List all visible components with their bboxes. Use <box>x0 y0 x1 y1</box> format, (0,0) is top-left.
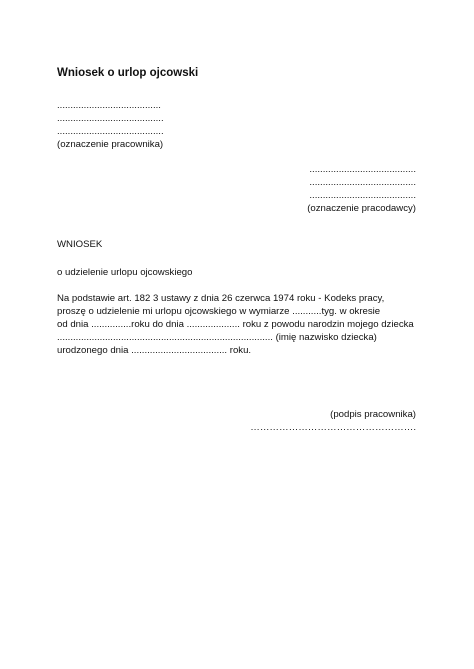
request-subheading: o udzielenie urlopu ojcowskiego <box>57 267 193 278</box>
signature-block <box>250 408 416 434</box>
signature-dotted-line: ……………………………………………. <box>250 422 416 433</box>
body-line-2: proszę o udzielenie mi urlopu ojcowskiego w wymiarze ...........tyg. w okresie <box>57 306 381 317</box>
employer-designation-block <box>307 163 416 215</box>
document-title: Wniosek o urlop ojcowski <box>57 67 199 79</box>
employee-designation-block <box>57 99 164 151</box>
employee-dotted-line-3: ........................................ <box>57 126 164 137</box>
body-line-1: Na podstawie art. 182 3 ustawy z dnia 26 czerwca 1974 roku - Kodeks pracy, <box>57 293 385 304</box>
body-line-5: urodzonego dnia .................................... roku. <box>57 345 252 356</box>
employer-dotted-line-2: ........................................ <box>309 177 416 188</box>
request-body <box>57 292 414 357</box>
employer-caption: (oznaczenie pracodawcy) <box>307 203 416 214</box>
body-line-4: ................................................................................. (imię nazwisko dziecka) <box>57 332 377 343</box>
signature-caption: (podpis pracownika) <box>330 409 416 420</box>
employee-dotted-line-1: ....................................... <box>57 100 161 111</box>
employee-dotted-line-2: ........................................ <box>57 113 164 124</box>
body-line-3: od dnia ...............roku do dnia .................... roku z powodu narodzin mojego dziecka <box>57 319 414 330</box>
request-heading: WNIOSEK <box>57 239 103 250</box>
employer-dotted-line-3: ........................................ <box>309 190 416 201</box>
employee-caption: (oznaczenie pracownika) <box>57 139 164 150</box>
employer-dotted-line-1: ........................................ <box>309 164 416 175</box>
